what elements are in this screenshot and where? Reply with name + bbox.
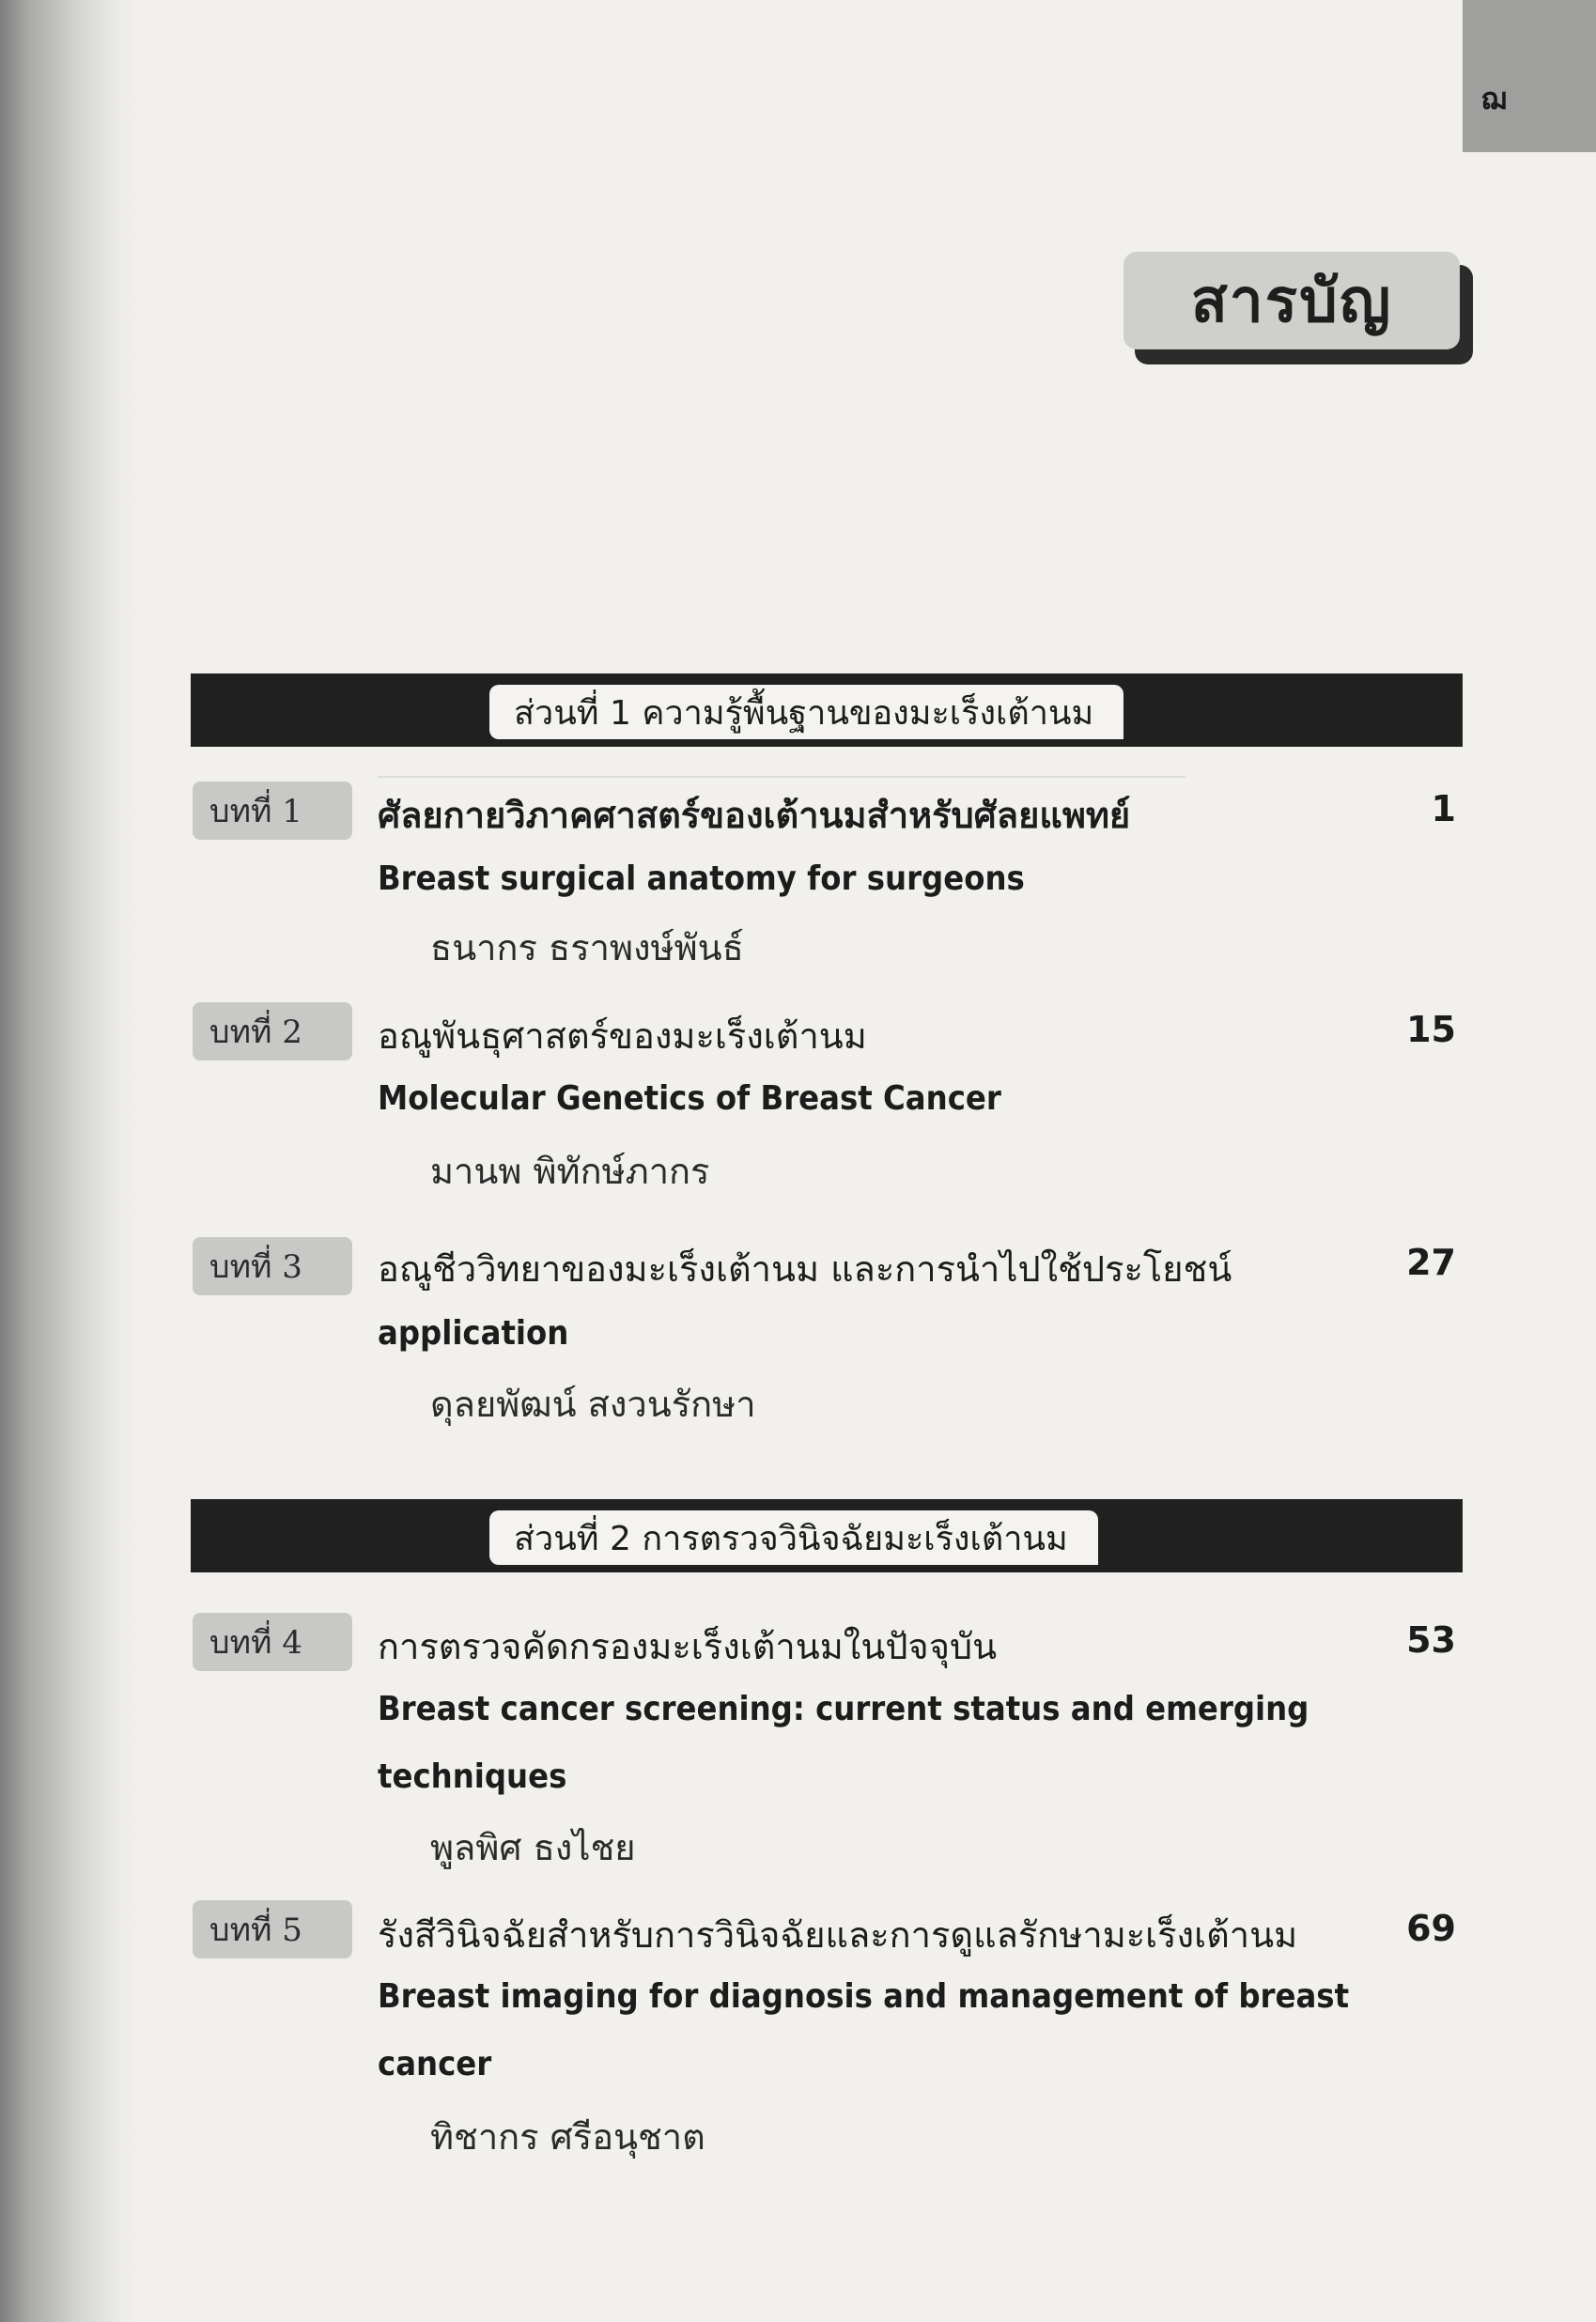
page-marker: ฌ (1480, 81, 1507, 116)
chapter-title-thai: รังสีวินิจฉัยสำหรับการวินิจฉัยและการดูแลรักษามะเร็งเต้านม (378, 1914, 1298, 1956)
chapter-title-thai: การตรวจคัดกรองมะเร็งเต้านมในปัจจุบัน (378, 1626, 998, 1667)
page-title: สารบัญ (1190, 267, 1393, 336)
chapter-page-number: 27 (1406, 1242, 1456, 1283)
part-header-bar (191, 1499, 1463, 1572)
chapter-title-thai: ศัลยกายวิภาคศาสตร์ของเต้านมสำหรับศัลยแพทย์ (378, 795, 1131, 836)
chapter-tab: บทที่ 1 (193, 782, 352, 840)
chapter-tab: บทที่ 4 (193, 1613, 352, 1671)
chapter-author: ธนากร ธราพงษ์พันธ์ (430, 927, 744, 968)
chapter-author: มานพ พิทักษ์ภากร (430, 1151, 710, 1192)
part-header-bar (191, 673, 1463, 747)
chapter-title-english: Molecular Genetics of Breast Cancer (378, 1079, 1001, 1118)
chapter-title-english: application (378, 1314, 569, 1353)
chapter-tab: บทที่ 5 (193, 1900, 352, 1958)
chapter-author: ทิชากร ศรีอนุชาต (430, 2116, 705, 2158)
chapter-title-english: Breast surgical anatomy for surgeons (378, 859, 1025, 898)
chapter-tab: บทที่ 2 (193, 1002, 352, 1060)
chapter-tab: บทที่ 3 (193, 1237, 352, 1295)
chapter-page-number: 69 (1406, 1908, 1456, 1949)
chapter-page-number: 1 (1431, 788, 1456, 829)
chapter-author: พูลพิศ ธงไชย (430, 1827, 636, 1868)
chapter-title-thai: อณูชีววิทยาของมะเร็งเต้านม และการนำไปใช้ประโยชน์ (378, 1248, 1232, 1290)
chapter-title-english: Breast imaging for diagnosis and management of breast cancer (378, 1977, 1350, 2083)
chapter-page-number: 53 (1406, 1619, 1456, 1661)
part-label: ส่วนที่ 2 การตรวจวินิจฉัยมะเร็งเต้านม (489, 1510, 1098, 1565)
part-label: ส่วนที่ 1 ความรู้พื้นฐานของมะเร็งเต้านม (489, 685, 1123, 739)
title-box (1123, 252, 1460, 349)
chapter-title-english: Breast cancer screening: current status and emerging techniques (378, 1690, 1309, 1796)
binding-shadow (0, 0, 141, 2322)
chapter-author: ดุลยพัฒน์ สงวนรักษา (430, 1384, 756, 1425)
chapter-title-thai: อณูพันธุศาสตร์ของมะเร็งเต้านม (378, 1015, 867, 1057)
chapter-rule (378, 776, 1185, 778)
chapter-page-number: 15 (1406, 1009, 1456, 1050)
